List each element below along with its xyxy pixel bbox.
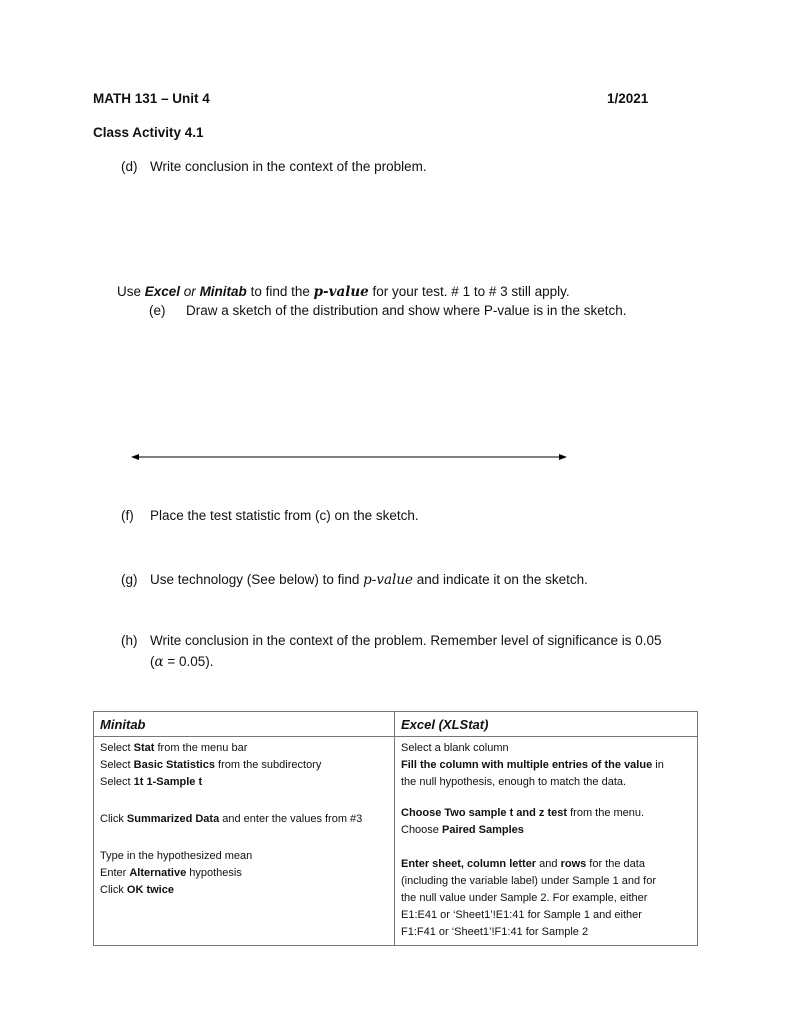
item-d-text: Write conclusion in the context of the problem. bbox=[150, 159, 427, 174]
minitab-step: Select Basic Statistics from the subdirectory bbox=[100, 759, 322, 771]
course-title: MATH 131 – Unit 4 bbox=[93, 91, 210, 106]
intro-use: Use bbox=[117, 284, 145, 299]
item-f bbox=[121, 508, 419, 523]
item-h-alpha-eq: = 0.05). bbox=[163, 654, 214, 669]
item-g-label: (g) bbox=[121, 572, 138, 587]
excel-step: the null hypothesis, enough to match the data. bbox=[401, 776, 627, 788]
technology-instructions-table bbox=[93, 711, 698, 946]
item-e-label: (e) bbox=[149, 303, 166, 318]
alpha-symbol: α bbox=[154, 654, 164, 670]
item-f-label: (f) bbox=[121, 508, 134, 523]
activity-title: Class Activity 4.1 bbox=[93, 125, 204, 140]
item-g bbox=[121, 572, 588, 588]
excel-step: Choose Paired Samples bbox=[401, 824, 524, 836]
minitab-step: Select Stat from the menu bar bbox=[100, 742, 248, 754]
intro-line bbox=[117, 284, 570, 300]
item-h-line2: (α = 0.05). bbox=[150, 654, 214, 670]
excel-header: Excel (XLStat) bbox=[395, 712, 698, 737]
minitab-step: Select 1t 1-Sample t bbox=[100, 776, 203, 788]
item-g-pvalue: p-value bbox=[363, 572, 414, 588]
minitab-step: Type in the hypothesized mean bbox=[100, 850, 253, 862]
intro-pvalue: p-value bbox=[313, 284, 369, 300]
item-g-pre: Use technology (See below) to find bbox=[150, 572, 364, 587]
excel-step: F1:F41 or ‘Sheet1’!F1:41 for Sample 2 bbox=[401, 926, 589, 938]
intro-minitab: Minitab bbox=[199, 284, 247, 299]
item-h-line1: Write conclusion in the context of the problem. Remember level of significance is 0.05 bbox=[150, 633, 662, 648]
intro-or: or bbox=[180, 284, 200, 299]
intro-to-find: to find the bbox=[246, 284, 314, 299]
excel-step: Fill the column with multiple entries of the value in bbox=[401, 759, 664, 771]
date: 1/2021 bbox=[607, 91, 649, 106]
excel-step: (including the variable label) under Sample 1 and for bbox=[401, 875, 656, 887]
number-line-arrow bbox=[128, 450, 570, 464]
item-h bbox=[121, 633, 662, 648]
item-d bbox=[121, 159, 427, 174]
minitab-header: Minitab bbox=[94, 712, 395, 737]
minitab-step: Click Summarized Data and enter the values from #3 bbox=[100, 813, 363, 825]
excel-step: Select a blank column bbox=[401, 742, 509, 754]
excel-step: Enter sheet, column letter and rows for the data bbox=[401, 858, 645, 870]
item-e bbox=[149, 303, 626, 318]
minitab-step: Click OK twice bbox=[100, 884, 174, 896]
intro-rest: for your test. # 1 to # 3 still apply. bbox=[368, 284, 570, 299]
item-d-label: (d) bbox=[121, 159, 138, 174]
item-h-label: (h) bbox=[121, 633, 138, 648]
excel-step: the null value under Sample 2. For example, either bbox=[401, 892, 648, 904]
item-e-text: Draw a sketch of the distribution and show where P-value is in the sketch. bbox=[186, 303, 627, 318]
excel-instructions bbox=[395, 737, 698, 946]
minitab-instructions bbox=[94, 737, 395, 946]
excel-step: Choose Two sample t and z test from the menu. bbox=[401, 807, 645, 819]
intro-excel: Excel bbox=[144, 284, 181, 299]
item-f-text: Place the test statistic from (c) on the sketch. bbox=[150, 508, 419, 523]
minitab-step: Enter Alternative hypothesis bbox=[100, 867, 242, 879]
excel-step: E1:E41 or ‘Sheet1’!E1:41 for Sample 1 and either bbox=[401, 909, 642, 921]
item-g-post: and indicate it on the sketch. bbox=[413, 572, 588, 587]
